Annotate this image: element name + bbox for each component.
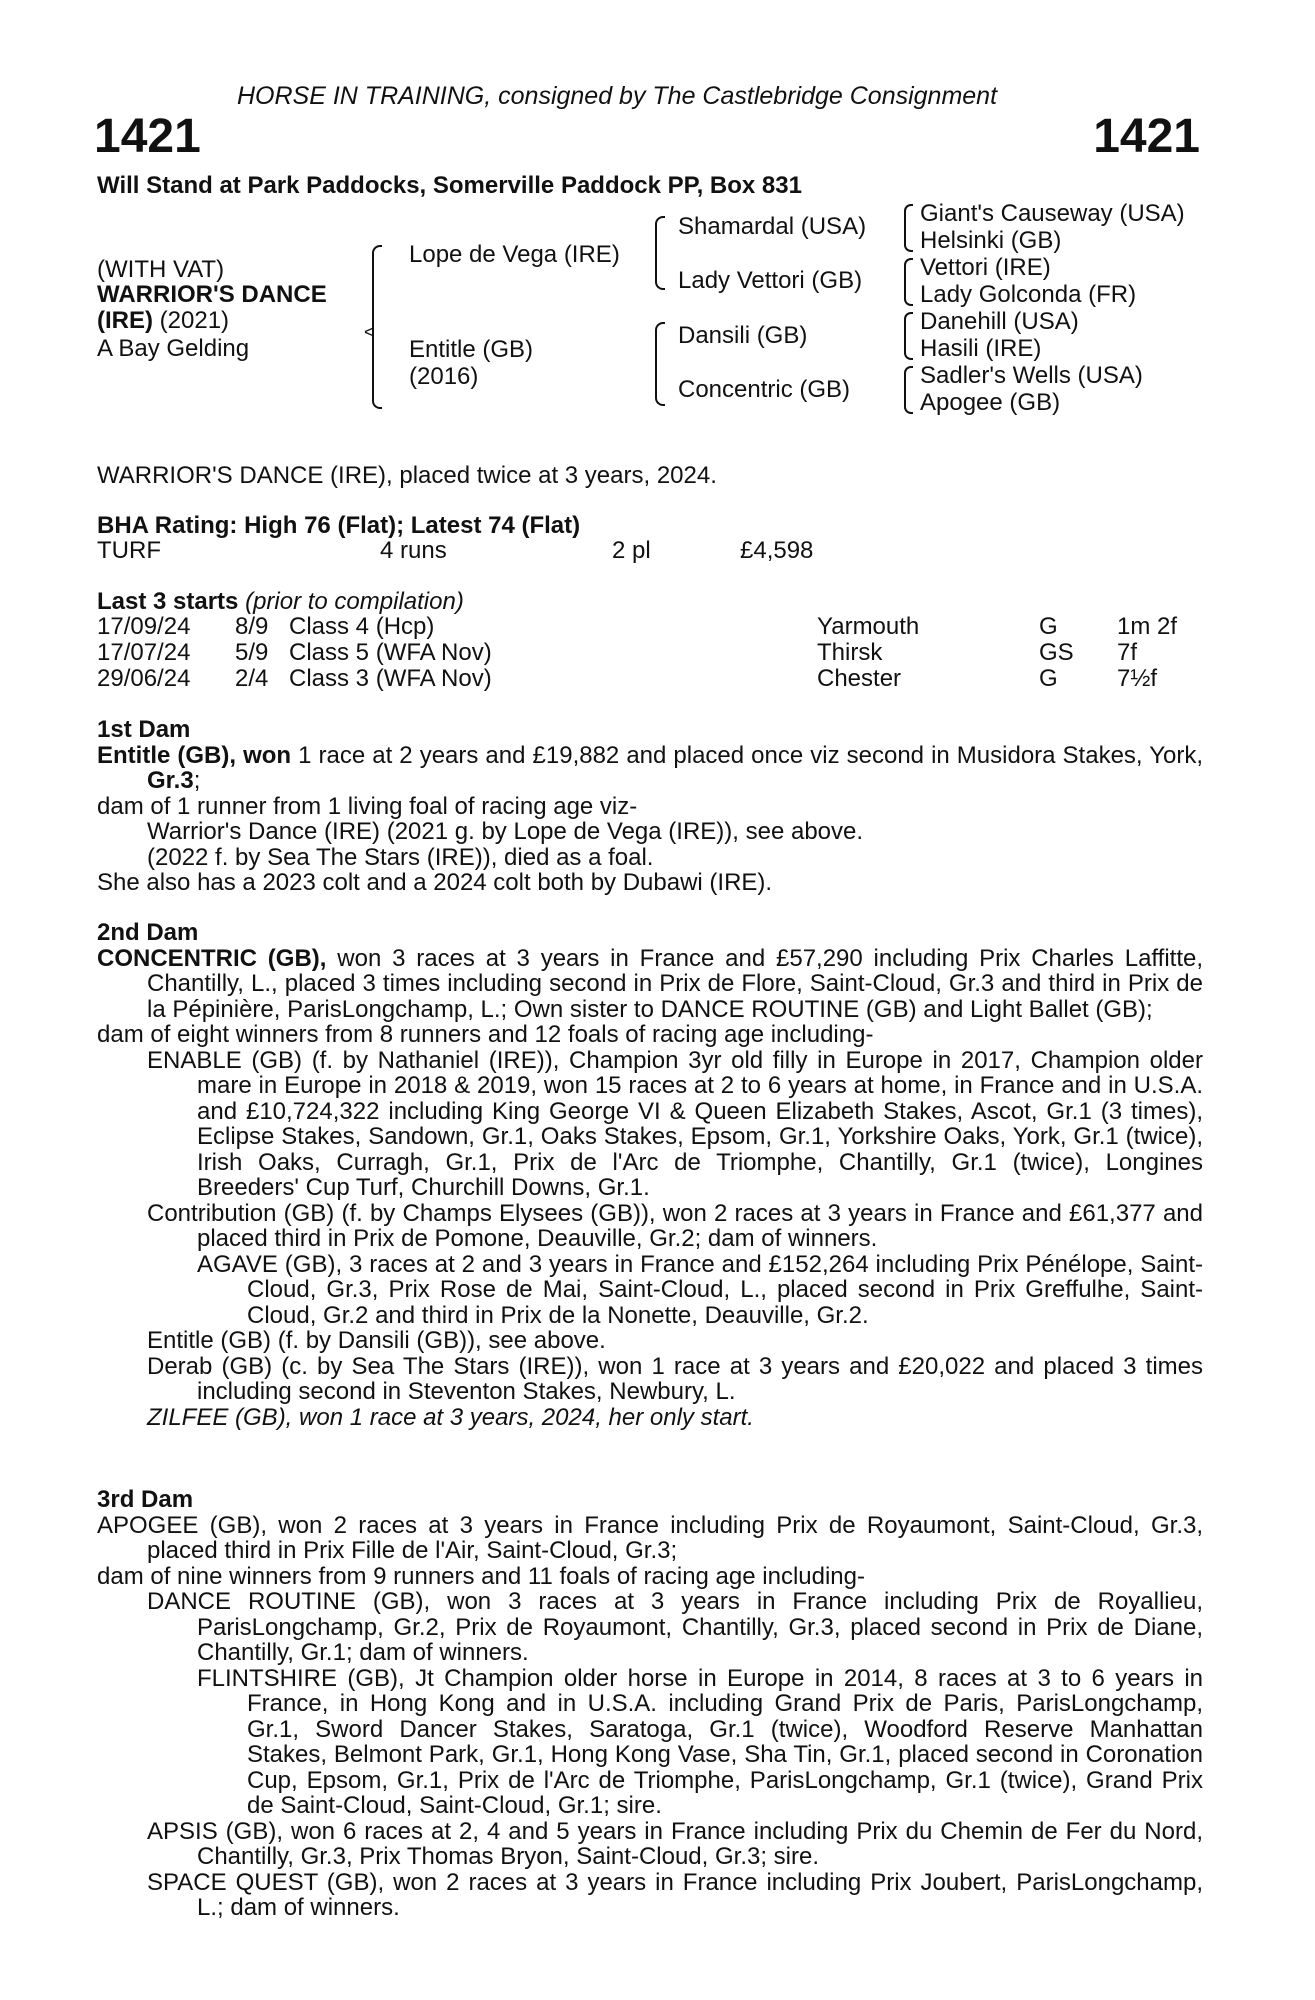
stand-location: Will Stand at Park Paddocks, Somerville Paddock PP, Box 831: [97, 172, 802, 199]
first-dam-text: 1 race at 2 years and £19,882 and placed once viz second in Musidora Stakes, York,: [291, 741, 1204, 769]
second-dam-name: CONCENTRIC (GB),: [97, 944, 327, 972]
ddd: Apogee (GB): [920, 389, 1061, 416]
dd-brace: [904, 366, 913, 414]
ssd: Helsinki (GB): [920, 227, 1062, 254]
third-dam-record: APOGEE (GB), won 2 races at 3 years in France including Prix de Royaumont, Saint-Cloud, Gr.3, placed third in Prix Fille de l'Air, Saint-Cloud, Gr.3;: [97, 1511, 1203, 1564]
dsd: Hasili (IRE): [920, 335, 1042, 362]
horse-country: (IRE): [97, 307, 153, 334]
horse-name-suffix: [97, 308, 229, 334]
produce-item: Warrior's Dance (IRE) (2021 g. by Lope de Vega (IRE)), see above.: [147, 818, 864, 845]
rating-runs: 4 runs: [380, 537, 447, 564]
sire-name: Lope de Vega (IRE): [409, 241, 620, 268]
third-dam-heading: 3rd Dam: [97, 1486, 194, 1513]
rating-placed: 2 pl: [612, 537, 651, 564]
horse-description: A Bay Gelding: [97, 335, 250, 362]
second-dam-section: [97, 920, 1203, 1430]
start-going: GS: [1039, 639, 1074, 666]
dam-sire: Dansili (GB): [678, 322, 808, 349]
produce-item: (2022 f. by Sea The Stars (IRE)), died as a foal.: [147, 843, 654, 871]
start-class: Class 3 (WFA Nov): [289, 665, 492, 692]
first-dam-heading: 1st Dam: [97, 716, 191, 743]
start-going: G: [1039, 613, 1058, 640]
lot-number-right: 1421: [1093, 110, 1200, 163]
sire-dam: Lady Vettori (GB): [678, 267, 863, 294]
start-course: Yarmouth: [817, 613, 920, 640]
produce-item-dance-routine: DANCE ROUTINE (GB), won 3 races at 3 years in France including Prix de Royallieu, ParisLongchamp, Gr.2, Prix de Royaumont, Chantilly, Gr.3, placed second in Prix de Diane, Chantilly, Gr.1; dam of winners.: [147, 1588, 1203, 1666]
second-dam-produce: dam of eight winners from 8 runners and 12 foals of racing age including-: [97, 1021, 874, 1048]
last-starts-title: Last 3 starts: [97, 588, 239, 615]
ss-brace: [904, 204, 913, 252]
first-dam-grade: Gr.3: [147, 767, 194, 794]
second-dam-text: won 3 races at 3 years in France and £57,290 including Prix Charles Laffitte, Chantilly, L., placed 3 times including second in Prix de Flore, Saint-Cloud, Gr.3 and third in Prix de la Pépinière, ParisLongchamp, L.; Own sister to DANCE ROUTINE (GB) and Light Ballet (GB);: [147, 944, 1204, 1023]
dam-dam: Concentric (GB): [678, 376, 851, 403]
sdd: Lady Golconda (FR): [920, 281, 1137, 308]
third-dam-produce: dam of nine winners from 9 runners and 11 foals of racing age including-: [97, 1562, 865, 1590]
sire-brace: [655, 216, 665, 290]
second-dam-record: [97, 946, 1203, 1023]
first-dam-note: She also has a 2023 colt and a 2024 colt both by Dubawi (IRE).: [97, 869, 773, 896]
rating-title: BHA Rating: High 76 (Flat); Latest 74 (Flat): [97, 512, 581, 539]
first-dam-record: [97, 743, 1203, 794]
ds-brace: [904, 312, 913, 360]
consignment-line: HORSE IN TRAINING, consigned by The Castlebridge Consignment: [237, 82, 998, 110]
start-class: Class 5 (WFA Nov): [289, 639, 492, 666]
second-dam-heading: 2nd Dam: [97, 919, 199, 946]
produce-item-space-quest: SPACE QUEST (GB), won 2 races at 3 years in France including Prix Joubert, ParisLongchamp, L.; dam of winners.: [147, 1868, 1203, 1921]
sire-sire: Shamardal (USA): [678, 213, 867, 240]
start-date: 17/09/24: [97, 613, 191, 640]
produce-item-flintshire: FLINTSHIRE (GB), Jt Champion older horse in Europe in 2014, 8 races at 3 to 6 years in France, in Hong Kong and in U.S.A. including Grand Prix de Paris, ParisLongchamp, Gr.1, Sword Dancer Stakes, Saratoga, Gr.1 (twice), Woodford Reserve Manhattan Stakes, Belmont Park, Gr.1, Hong Kong Vase, Sha Tin, Gr.1, placed second in Coronation Cup, Epsom, Gr.1, Prix de l'Arc de Triomphe, ParisLongchamp, Gr.1 (twice), Grand Prix de Saint-Cloud, Saint-Cloud, Gr.1; sire.: [197, 1664, 1203, 1819]
sss: Giant's Causeway (USA): [920, 200, 1185, 227]
start-distance: 7f: [1117, 639, 1138, 666]
last-starts-note: (prior to compilation): [245, 588, 464, 615]
start-course: Chester: [817, 665, 902, 692]
horse-name: WARRIOR'S DANCE: [97, 281, 327, 308]
dam-name: Entitle (GB): [409, 336, 534, 363]
start-distance: 1m 2f: [1117, 613, 1178, 640]
first-dam-section: [97, 717, 1203, 896]
third-dam-section: [97, 1487, 1203, 1921]
summary-line: WARRIOR'S DANCE (IRE), placed twice at 3 years, 2024.: [97, 462, 717, 489]
rating-surface: TURF: [97, 537, 161, 564]
start-class: Class 4 (Hcp): [289, 613, 435, 640]
pedigree-brace-point: <: [364, 322, 375, 342]
sd-brace: [904, 258, 913, 306]
start-position: 2/4: [235, 665, 269, 692]
dds: Sadler's Wells (USA): [920, 362, 1143, 389]
first-dam-name: Entitle (GB), won: [97, 741, 292, 769]
vat-label: (WITH VAT): [97, 256, 225, 283]
dam-brace: [655, 322, 665, 406]
horse-year: (2021): [153, 307, 230, 334]
produce-item-entitle: Entitle (GB) (f. by Dansili (GB)), see above.: [147, 1327, 606, 1354]
produce-item-derab: Derab (GB) (c. by Sea The Stars (IRE)), won 1 race at 3 years and £20,022 and placed 3 times including second in Steventon Stakes, Newbury, L.: [147, 1352, 1203, 1405]
start-distance: 7½f: [1117, 665, 1158, 692]
produce-item-apsis: APSIS (GB), won 6 races at 2, 4 and 5 years in France including Prix du Chemin de Fer du Nord, Chantilly, Gr.3, Prix Thomas Bryon, Saint-Cloud, Gr.3; sire.: [147, 1817, 1203, 1870]
start-date: 17/07/24: [97, 639, 191, 666]
first-dam-produce: dam of 1 runner from 1 living foal of racing age viz-: [97, 792, 638, 820]
start-position: 8/9: [235, 613, 269, 640]
start-course: Thirsk: [817, 639, 883, 666]
sds: Vettori (IRE): [920, 254, 1051, 281]
dss: Danehill (USA): [920, 308, 1079, 335]
produce-item-enable: ENABLE (GB) (f. by Nathaniel (IRE)), Champion 3yr old filly in Europe in 2017, Champion older mare in Europe in 2018 & 2019, won 15 races at 2 to 6 years at home, in France and in U.S.A. and £10,724,322 including King George VI & Queen Elizabeth Stakes, Ascot, Gr.1 (3 times), Eclipse Stakes, Sandown, Gr.1, Oaks Stakes, Epsom, Gr.1, Yorkshire Oaks, York, Gr.1 (twice), Irish Oaks, Curragh, Gr.1, Prix de l'Arc de Triomphe, Chantilly, Gr.1 (twice), Longines Breeders' Cup Turf, Churchill Downs, Gr.1.: [147, 1046, 1203, 1201]
start-going: G: [1039, 665, 1058, 692]
start-position: 5/9: [235, 639, 269, 666]
lot-number-left: 1421: [94, 110, 201, 163]
first-dam-end: ;: [193, 767, 201, 794]
dam-year: (2016): [409, 363, 479, 390]
produce-item-agave: AGAVE (GB), 3 races at 2 and 3 years in France and £152,264 including Prix Pénélope, Saint-Cloud, Gr.3, Prix Rose de Mai, Saint-Cloud, L., placed second in Prix Greffulhe, Saint-Cloud, Gr.2 and third in Prix de la Nonette, Deauville, Gr.2.: [197, 1250, 1203, 1329]
produce-item-zilfee: ZILFEE (GB), won 1 race at 3 years, 2024, her only start.: [147, 1403, 754, 1431]
produce-item-contribution: Contribution (GB) (f. by Champs Elysees (GB)), won 2 races at 3 years in France and £61,377 and placed third in Prix de Pomone, Deauville, Gr.2; dam of winners.: [147, 1199, 1203, 1252]
last-starts-heading: [97, 589, 464, 615]
start-date: 29/06/24: [97, 665, 191, 692]
rating-earnings: £4,598: [740, 537, 814, 564]
